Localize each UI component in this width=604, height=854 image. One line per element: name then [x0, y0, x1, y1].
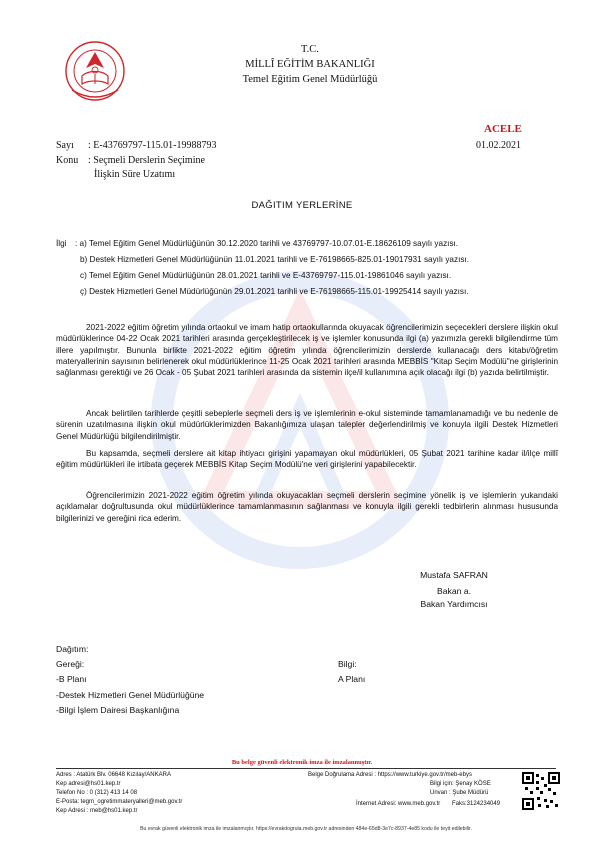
sayi-value: : E-43769797-115.01-19988793 — [88, 140, 217, 151]
document-title: DAĞITIM YERLERİNE — [251, 200, 353, 211]
qr-code-icon — [522, 772, 560, 810]
body-paragraph-2: Ancak belirtilen tarihlerde çeşitli sebeplerle seçmeli ders iş ve işlemlerinin e-okul sisteminde tamamlanamadığı ve bu nedenle de sürenin uzatılmasına ilişkin okul müdürlüklerimizden Bakanlığımıza ulaşan talepler değerlendirilmiş ve konuyla ilgili Destek Hizmetleri Genel Müdürlüğü bilgilendirilmiştir. — [56, 409, 558, 441]
footer-email: E-Posta: tegm_ogretimmateryalleri@meb.gov.tr — [56, 799, 183, 805]
footer-phone: Telefon No : 0 (312) 413 14 08 — [56, 790, 138, 796]
ilgi-item-b: b) Destek Hizmetleri Genel Müdürlüğünün 11.01.2021 tarihli ve E-76198665-825.01-19017931 sayılı yazısı. — [80, 255, 469, 264]
konu-line-1: : Seçmeli Derslerin Seçimine — [88, 155, 205, 166]
footer-kep: Kep adresi@hs01.kep.tr — [56, 781, 121, 787]
body-paragraph-3: Bu kapsamda, seçmeli derslere ait kitap ihtiyacı girişini yapamayan okul müdürlükleri, 05 Şubat 2021 tarihine kadar il/ilçe millî eğitim müdürlükleri ile irtibata geçerek MEBBİS Kitap Seçim Modülü'ne veri girişlerini yapabilecektir. — [56, 449, 558, 470]
konu-label: Konu — [56, 155, 79, 166]
body-paragraph-4: Öğrencilerimizin 2021-2022 eğitim öğretim yılında okuyacakları seçmeli derslerin seçimine yönelik iş ve işlemlerin yukarıdaki açıklamalar doğrultusunda okul müdürlüklerince tamamlanmasının sağlanması ve konuyla ilgili gerekli tedbirlerin alınması hususunda bilgilerinizi ve gereğini rica ederim. — [56, 491, 558, 523]
footer-kep-address: Kep Adresi : meb@hs01.kep.tr — [56, 808, 138, 814]
header-ministry: MİLLÎ EĞİTİM BAKANLIĞI — [245, 59, 375, 70]
gereg-item: -Destek Hizmetleri Genel Müdürlüğüne — [56, 690, 205, 700]
ministry-seal-icon — [64, 40, 126, 104]
body-paragraph-1: 2021-2022 eğitim öğretim yılında ortaokul ve imam hatip ortaokullarında okuyacak öğrencilerimizin seçecekleri derslere ilişkin okul müdürlüklerince 04-22 Ocak 2021 tarihleri arasında gerçekleştirilecek iş ve işlemler konusunda ilgi (a) yazımızla gerekli bilgilendirme tüm illere yapılmıştır. Bununla birlikte 2021-2022 eğitim öğretim yılında öğrencilerimizin derslerde kullanacağı ders kitabı/öğretim materyallerinin sayısının belirlenerek okul müdürlüklerince 11-25 Ocak 2021 tarihleri arasında MEBBİS "Kitap Seçim Modülü"ne girişlerinin sağlanması gerektiği ve 26 Ocak - 05 Şubat 2021 tarihleri arasında da sistemin ilçe/il kullanımına açık olacağı ilgi (b) yazıda belirtilmiştir. — [56, 323, 558, 378]
gereg-item: -Bilgi İşlem Dairesi Başkanlığına — [56, 705, 180, 715]
urgency-label: ACELE — [484, 123, 522, 135]
bilgi-item: A Planı — [338, 674, 366, 684]
header-directorate: Temel Eğitim Genel Müdürlüğü — [242, 74, 378, 85]
footer-divider — [56, 768, 556, 769]
footer-fax: Faks:3124234049 — [452, 801, 501, 807]
konu-line-2: İlişkin Süre Uzatımı — [94, 169, 176, 180]
signer-name: Mustafa SAFRAN — [420, 570, 488, 580]
footer-address: Adres : Atatürk Blv. 06648 Kızılay/ANKARA — [56, 772, 171, 778]
ilgi-label: İlgi — [56, 239, 67, 248]
verification-note: Bu evrak güvenli elektronik imza ile imzalanmıştır. https://evrakdogrula.meb.gov.tr adresinden 484e-65d8-3e7c-8937-4e85 kodu ile teyit edilebilir. — [140, 826, 472, 832]
ilgi-item-c: c) Temel Eğitim Genel Müdürlüğünün 28.01.2021 tarihli ve E-43769797-115.01-19861046 sayılı yazısı. — [80, 271, 452, 280]
gereg-label: Gereği: — [56, 659, 85, 669]
footer-verification-link[interactable]: Belge Doğrulama Adresi : https://www.turkiye.gov.tr/meb-ebys — [308, 772, 472, 778]
footer-contact-title: Unvan : Şube Müdürü — [430, 790, 489, 796]
sayi-label: Sayı — [56, 140, 74, 151]
document-date: 01.02.2021 — [476, 140, 521, 151]
ilgi-item-c-cedilla: ç) Destek Hizmetleri Genel Müdürlüğünün 29.01.2021 tarihli ve E-76198665-115.01-19925414 sayılı yazısı. — [80, 287, 469, 296]
header-tc: T.C. — [301, 44, 319, 55]
footer-website[interactable]: İnternet Adresi: www.meb.gov.tr — [356, 801, 441, 807]
gereg-item: -B Planı — [56, 674, 87, 684]
signer-title-1: Bakan a. — [437, 586, 471, 596]
signature-warning: Bu belge güvenli elektronik imza ile imzalanmıştır. — [231, 759, 373, 766]
bilgi-label: Bilgi: — [338, 659, 357, 669]
distribution-label: Dağıtım: — [56, 644, 89, 654]
signer-title-2: Bakan Yardımcısı — [420, 599, 488, 609]
ilgi-item-a: : a) Temel Eğitim Genel Müdürlüğünün 30.12.2020 tarihli ve 43769797-10.07.01-E.18626109 sayılı yazısı. — [75, 239, 459, 248]
footer-contact-person: Bilgi için: Şenay KÖSE — [430, 781, 491, 787]
